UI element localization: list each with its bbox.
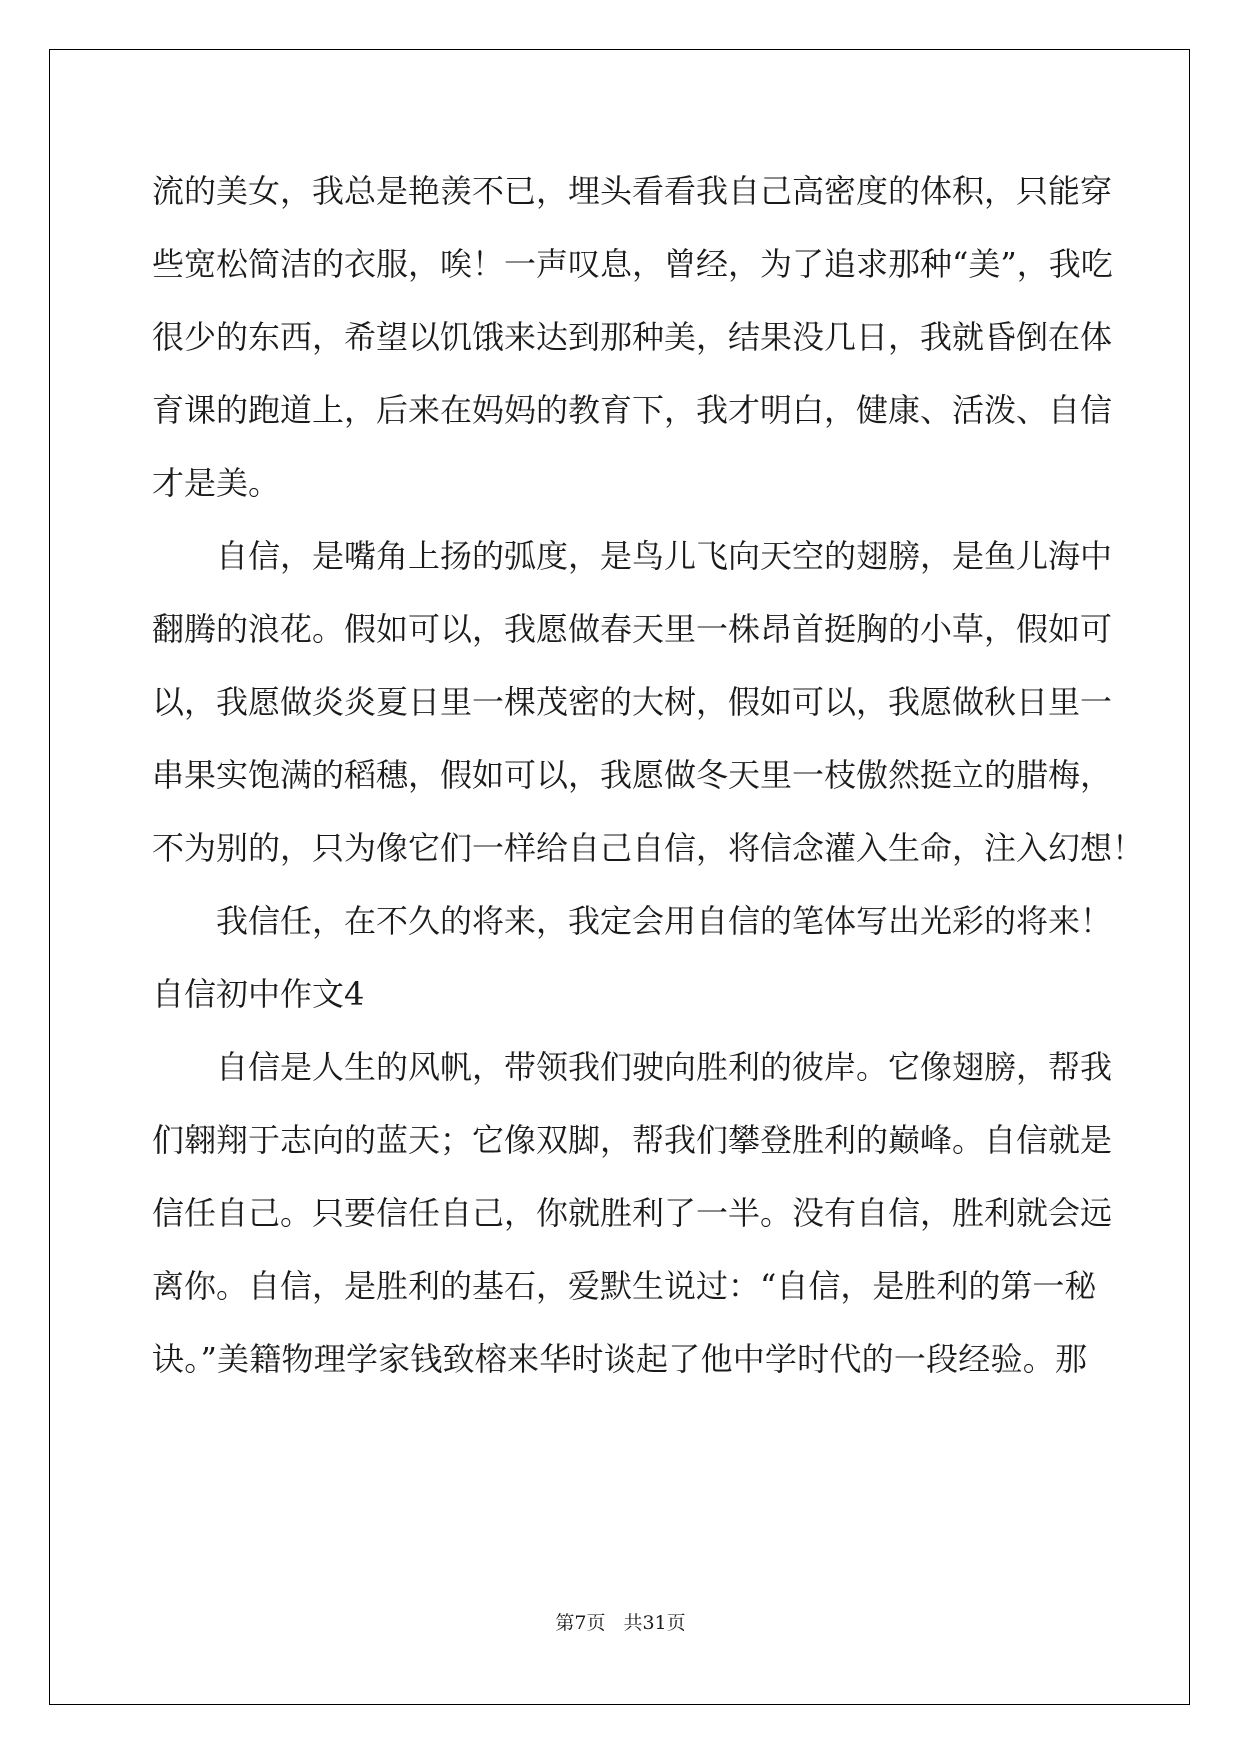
section-heading: 自信初中作文4: [152, 975, 365, 1013]
text-line: 不为别的，只为像它们一样给自己自信，将信念灌入生命，注入幻想！: [152, 829, 1145, 867]
text-line: 翻腾的浪花。假如可以，我愿做春天里一株昂首挺胸的小草，假如可: [152, 610, 1113, 648]
page-number: 第7页: [555, 1612, 606, 1634]
text-line: 以，我愿做炎炎夏日里一棵茂密的大树，假如可以，我愿做秋日里一: [152, 683, 1113, 721]
text-line: 串果实饱满的稻穗，假如可以，我愿做冬天里一枝傲然挺立的腊梅，: [152, 756, 1113, 794]
text-line: 信任自己。只要信任自己，你就胜利了一半。没有自信，胜利就会远: [152, 1194, 1113, 1232]
text-line: 们翱翔于志向的蓝天；它像双脚，帮我们攀登胜利的巅峰。自信就是: [152, 1121, 1113, 1159]
text-line: 才是美。: [152, 464, 281, 502]
page-total: 共31页: [623, 1612, 686, 1634]
text-line: 些宽松简洁的衣服，唉！一声叹息，曾经，为了追求那种“美”，我吃: [152, 245, 1113, 283]
text-line: 自信，是嘴角上扬的弧度，是鸟儿飞向天空的翅膀，是鱼儿海中: [216, 537, 1113, 575]
document-body: [152, 155, 1145, 1396]
text-line: 离你。自信，是胜利的基石，爱默生说过：“自信，是胜利的第一秘: [152, 1267, 1097, 1305]
page-footer: [0, 1608, 1241, 1635]
text-line: 诀。”美籍物理学家钱致榕来华时谈起了他中学时代的一段经验。那: [152, 1340, 1087, 1378]
text-line: 流的美女，我总是艳羡不已，埋头看看我自己高密度的体积，只能穿: [152, 172, 1113, 210]
text-line: 育课的跑道上，后来在妈妈的教育下，我才明白，健康、活泼、自信: [152, 391, 1113, 429]
text-line: 很少的东西，希望以饥饿来达到那种美，结果没几日，我就昏倒在体: [152, 318, 1113, 356]
text-line: 我信任，在不久的将来，我定会用自信的笔体写出光彩的将来！: [216, 902, 1113, 940]
text-line: 自信是人生的风帆，带领我们驶向胜利的彼岸。它像翅膀，帮我: [216, 1048, 1113, 1086]
